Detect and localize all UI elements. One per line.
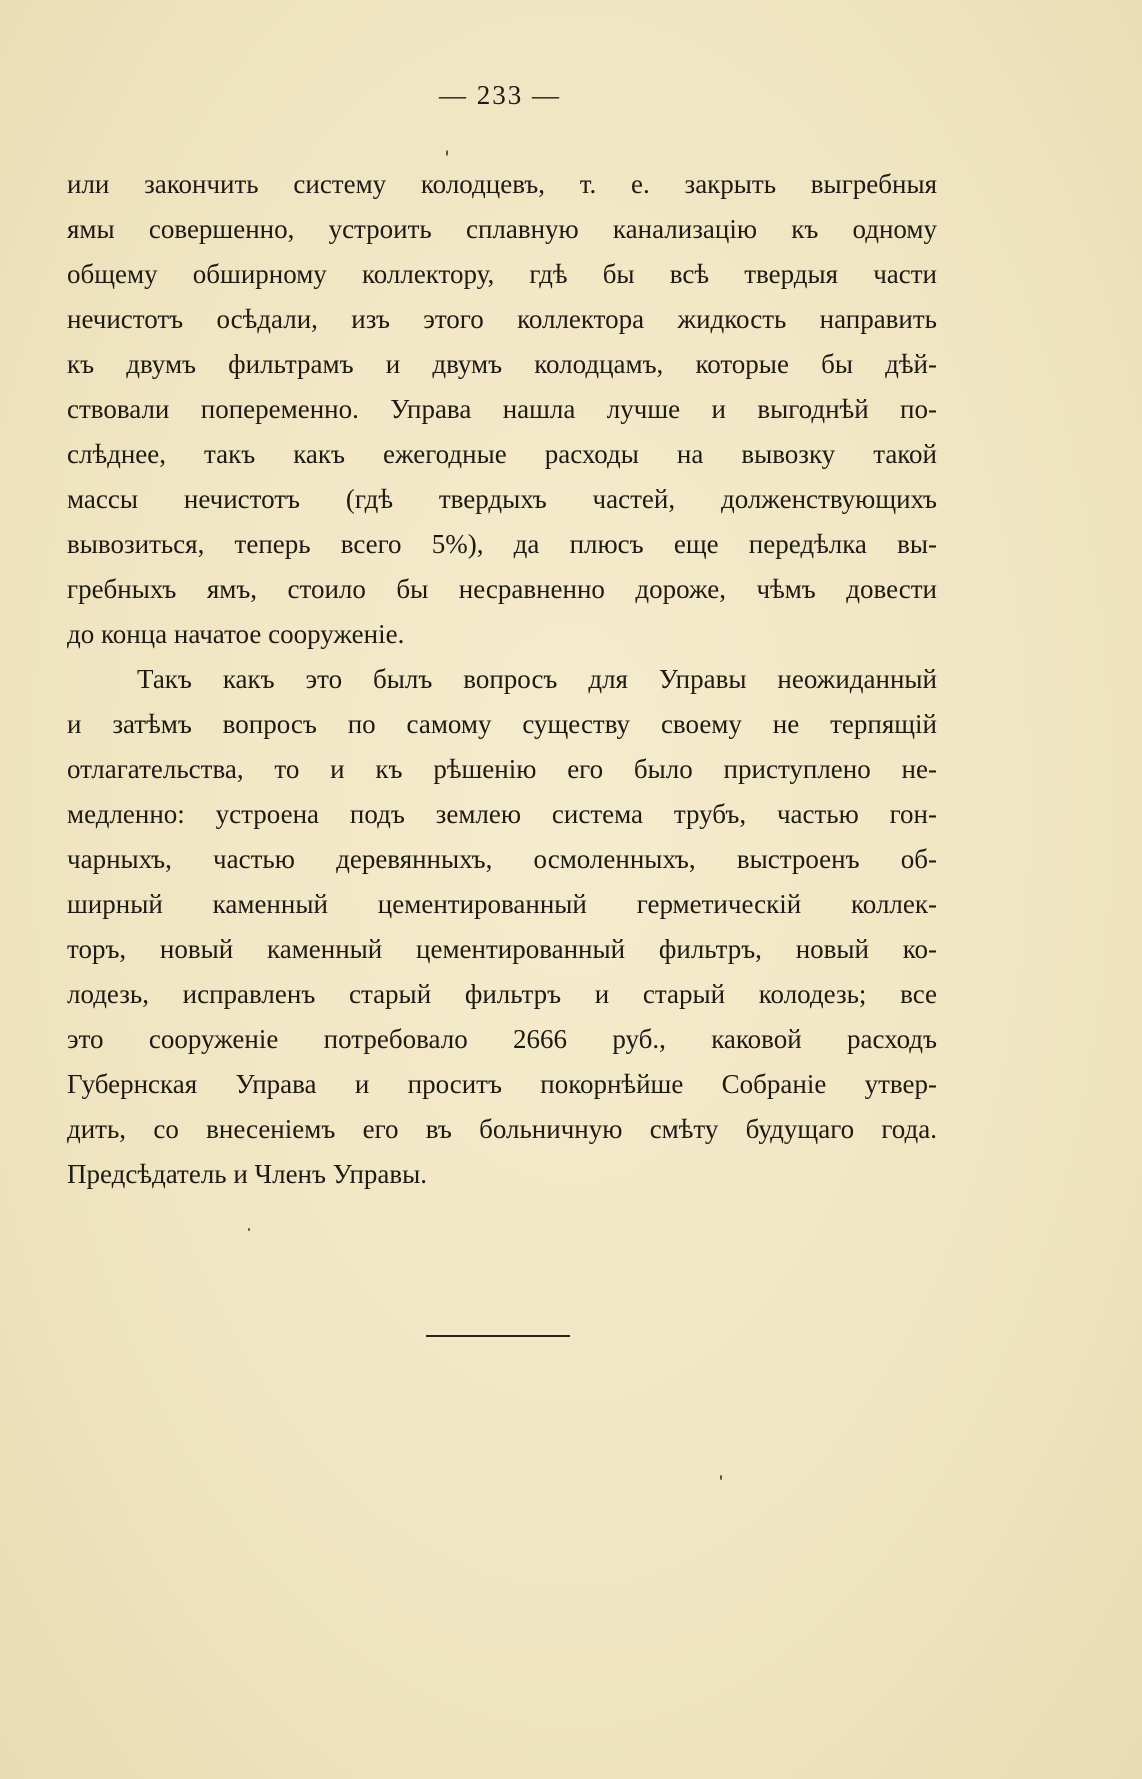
- text-line: къ двумъ фильтрамъ и двумъ колодцамъ, которые бы дѣй-: [67, 349, 937, 379]
- text-line: Такъ какъ это былъ вопросъ для Управы неожиданный: [137, 664, 937, 694]
- text-line: Предсѣдатель и Членъ Управы.: [67, 1159, 428, 1189]
- text-line: вывозиться, теперь всего 5%), да плюсъ еще передѣлка вы-: [67, 529, 937, 559]
- text-line: торъ, новый каменный цементированный фильтръ, новый ко-: [67, 934, 937, 964]
- text-line: лодезь, исправленъ старый фильтръ и старый колодезь; все: [67, 979, 937, 1009]
- text-line: дить, со внесеніемъ его въ больничную смѣту будущаго года.: [67, 1114, 937, 1144]
- text-line: гребныхъ ямъ, стоило бы несравненно дороже, чѣмъ довести: [67, 574, 937, 604]
- text-line: и затѣмъ вопросъ по самому существу своему не терпящій: [67, 709, 937, 739]
- text-line: слѣднее, такъ какъ ежегодные расходы на вывозку такой: [67, 439, 937, 469]
- text-line: ширный каменный цементированный герметическій коллек-: [67, 889, 937, 919]
- text-line: медленно: устроена подъ землею система трубъ, частью гон-: [67, 799, 937, 829]
- text-line: до конца начатое сооруженіе.: [67, 619, 405, 649]
- text-line: массы нечистотъ (гдѣ твердыхъ частей, долженствующихъ: [67, 484, 937, 514]
- paper-speck: [446, 150, 448, 156]
- text-line: чарныхъ, частью деревянныхъ, осмоленныхъ, выстроенъ об-: [67, 844, 937, 874]
- page-number: — 233 —: [439, 80, 561, 110]
- paper-speck: [248, 1228, 250, 1231]
- text-line: ствовали попеременно. Управа нашла лучше и выгоднѣй по-: [67, 394, 937, 424]
- text-line: или закончить систему колодцевъ, т. е. закрыть выгребныя: [67, 169, 937, 199]
- paper-speck: [720, 1475, 722, 1480]
- text-line: это сооруженіе потребовало 2666 руб., каковой расходъ: [67, 1024, 937, 1054]
- text-line: отлагательства, то и къ рѣшенію его было приступлено не-: [67, 754, 937, 784]
- text-line: общему обширному коллектору, гдѣ бы всѣ твердыя части: [67, 259, 937, 289]
- text-line: ямы совершенно, устроить сплавную канализацію къ одному: [67, 214, 937, 244]
- body-text: [67, 162, 937, 1197]
- text-line: нечистотъ осѣдали, изъ этого коллектора жидкость направить: [67, 304, 937, 334]
- text-line: Губернская Управа и проситъ покорнѣйше Собраніе утвер-: [67, 1069, 937, 1099]
- section-divider-rule: [426, 1335, 570, 1337]
